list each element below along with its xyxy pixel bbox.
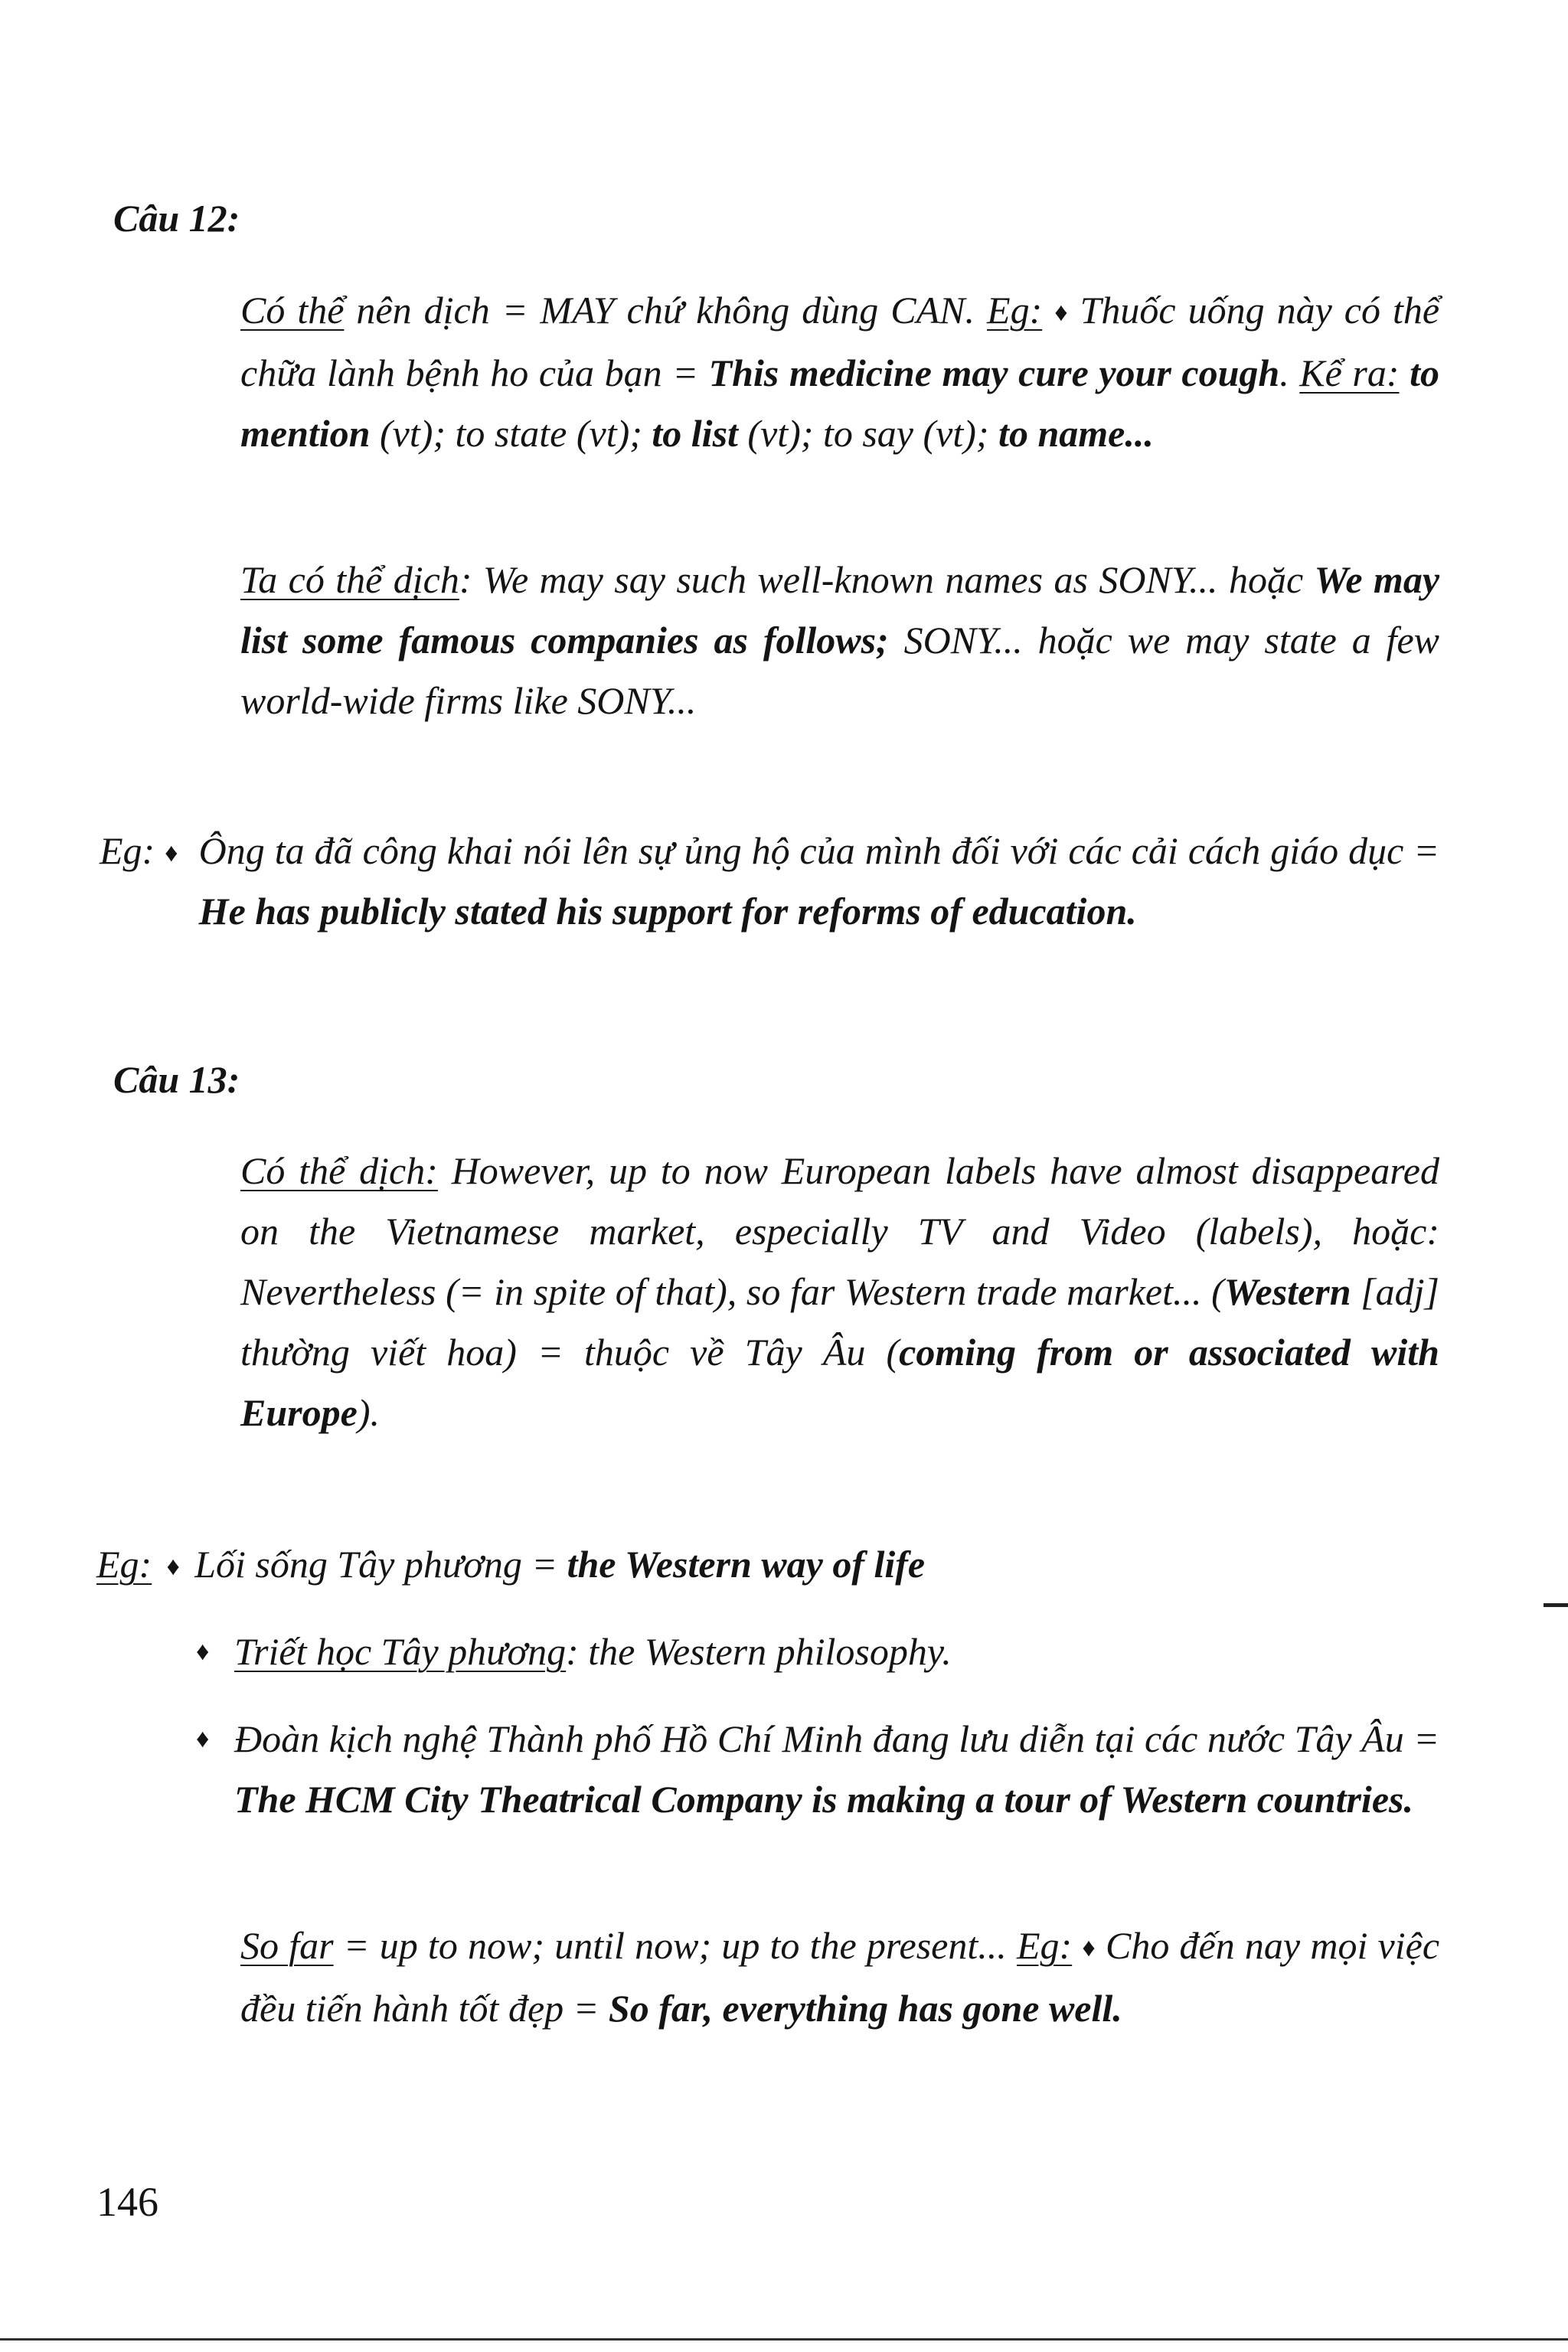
text	[1400, 351, 1410, 394]
bold-phrase: We may list some famous companies as follows;	[240, 558, 1440, 662]
underlined-phrase: So far	[240, 1924, 334, 1967]
bold-phrase: Western	[1223, 1270, 1351, 1313]
eg-label: Eg:	[1016, 1924, 1073, 1967]
bold-phrase: to mention	[240, 351, 1440, 455]
diamond-bullet-glyph: ♦	[165, 839, 178, 867]
text: (vt); to state (vt);	[370, 412, 652, 455]
cau12-example	[100, 821, 1439, 942]
underlined-phrase: Triết học Tây phương	[234, 1630, 567, 1673]
eg-label: Eg:	[987, 289, 1043, 332]
cau13-paragraph-1	[240, 1141, 1439, 1443]
text: ).	[357, 1391, 380, 1434]
bold-phrase: The HCM City Theatrical Company is making a tour of Western countries.	[234, 1778, 1413, 1821]
text: : We may say such well-known names as SONY... hoặc	[459, 558, 1315, 601]
text: nên dịch = MAY chứ không dùng CAN.	[344, 289, 988, 332]
cau13-example	[96, 1534, 1436, 1597]
text: However, up to now European labels have almost disappeared on the Vietnamese market, especially TV and Video (labels), hoặc: Nevertheless (= in spite of that), so far Western trade market... (	[240, 1149, 1439, 1313]
diamond-bullet-icon: ♦	[196, 1725, 210, 1753]
bullet-item-philosophy	[196, 1622, 1439, 1682]
diamond-bullet-icon: ♦	[1082, 1934, 1096, 1962]
text: (vt); to say (vt);	[737, 412, 999, 455]
diamond-bullet-icon	[152, 1534, 194, 1597]
text: : the Western philosophy.	[566, 1630, 952, 1673]
underlined-phrase: Có thể	[240, 289, 345, 332]
eg-label: Eg:	[96, 1543, 152, 1586]
underlined-phrase: Ta có thể dịch	[240, 558, 459, 601]
text: Thuốc uống này có thể chữa lành bệnh ho của bạn =	[240, 289, 1440, 394]
page-number: 146	[96, 2179, 158, 2225]
cau13-heading: Câu 13:	[113, 1058, 240, 1101]
text: Đoàn kịch nghệ Thành phố Hồ Chí Minh đang lưu diễn tại các nước Tây Âu =	[234, 1717, 1439, 1760]
cau12-paragraph-1	[240, 280, 1439, 464]
bold-phrase: So far, everything has gone well.	[608, 1987, 1122, 2030]
text: [adj] thường viết hoa) = thuộc về Tây Âu (	[240, 1270, 1439, 1374]
example-text	[199, 821, 1439, 942]
eg-label: Eg:	[100, 829, 155, 872]
text: = up to now; until now; up to the present...	[333, 1924, 1017, 1967]
bold-phrase: to list	[652, 412, 738, 455]
bold-phrase: This medicine may cure your cough	[708, 351, 1280, 394]
underlined-phrase: Kể ra:	[1299, 351, 1400, 394]
bold-phrase: coming from or associated with Europe	[240, 1331, 1439, 1434]
sofar-paragraph	[240, 1916, 1439, 2039]
text: .	[1279, 351, 1300, 394]
example-text	[194, 1534, 1436, 1597]
bold-phrase: He has publicly stated his support for reforms of education.	[198, 890, 1137, 933]
text: Cho đến nay mọi việc đều tiến hành tốt đẹp =	[240, 1924, 1440, 2030]
diamond-bullet-glyph: ♦	[166, 1553, 180, 1581]
bullet-text	[234, 1622, 1439, 1682]
text: Ông ta đã công khai nói lên sự ủng hộ của mình đối với các cải cách giáo dục =	[198, 829, 1439, 872]
bold-phrase: to name...	[998, 412, 1154, 455]
margin-mark	[1544, 1603, 1568, 1607]
example-row	[96, 1534, 1436, 1597]
bold-phrase: the Western way of life	[567, 1543, 926, 1586]
bullet-text	[234, 1709, 1439, 1830]
diamond-bullet-icon: ♦	[1054, 299, 1068, 327]
example-row	[100, 821, 1439, 942]
underlined-phrase: Có thể dịch:	[240, 1149, 438, 1192]
diamond-bullet-icon	[144, 821, 199, 942]
text: SONY... hoặc we may state a few world-wide firms like SONY...	[240, 619, 1440, 722]
cau12-paragraph-2	[240, 550, 1439, 731]
cau12-heading: Câu 12:	[113, 197, 240, 240]
bullet-item-theatre	[196, 1709, 1439, 1830]
bottom-rule	[0, 2338, 1568, 2341]
diamond-bullet-icon: ♦	[196, 1638, 210, 1666]
text: Lối sống Tây phương =	[194, 1543, 567, 1586]
